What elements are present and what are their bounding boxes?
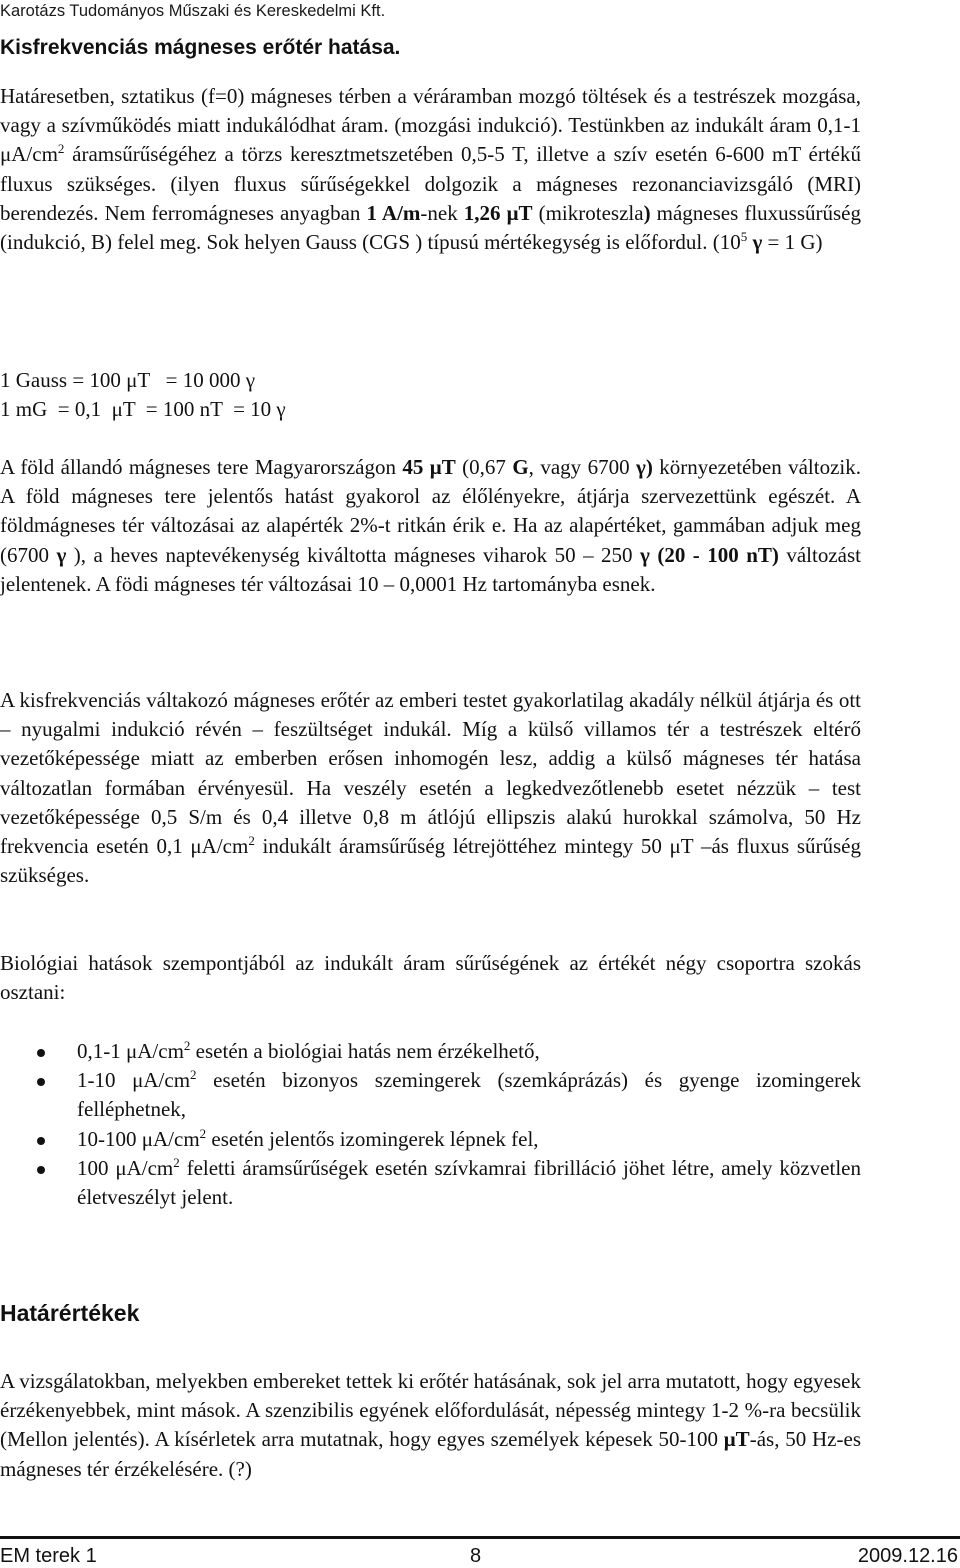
formula-gauss: 1 Gauss = 100 μT = 10 000 γ xyxy=(0,368,256,392)
company-header: Karotázs Tudományos Műszaki és Kereskedelmi Kft. xyxy=(0,2,386,20)
list-item: 10-100 $\mu A/cm^2$ esetén jelentős izomingerek lépnek fel, xyxy=(0,1125,861,1154)
paragraph-limits: A vizsgálatokban, melyekben embereket tettek ki erőtér hatásának, sok jel arra mutatott, hogy egyesek érzékenyebbek, mint mások. A szenzibilis egyének előfordulását, népesség mintegy 1-2 %-ra becsülik (Mellon jelentés). A kísérletek arra mutatnak, hogy egyes személyek képesek 50-100 μT-ás, 50 Hz-es mágneses tér érzékelésére. (?) xyxy=(0,1369,861,1481)
list-item: 100 $\mu A/cm^2$ feletti áramsűrűségek esetén szívkamrai fibrilláció jöhet létre, amely közvetlen életveszélyt jelent. xyxy=(0,1154,861,1212)
paragraph-earth-field: A föld állandó mágneses tere Magyarországon 45 μT (0,67 G, vagy 6700 γ) környezetében változik. A föld mágneses tere jelentős hatást gyakorol az élőlényekre, átjárja szervezettünk egészét. A földmágneses tér változásai az alapérték 2%-t ritkán érik e. Ha az alapértéket, gammában adjuk meg (6700 γ ), a heves naptevékenység kiváltotta mágneses viharok 50 – 250 γ (20 - 100 nT) változást jelentenek. A födi mágneses tér változásai 10 – 0,0001 Hz tartományba esnek. xyxy=(0,455,862,596)
paragraph-low-frequency: A kisfrekvenciás váltakozó mágneses erőtér az emberi testet gyakorlatilag akadály nélkül átjárja és ott – nyugalmi indukció révén – feszültséget indukál. Míg a külső villamos tér a testrészek eltérő vezetőképessége miatt az emberben erősen inhomogén lesz, addig a külső mágneses tér hatása változatlan formában érvényesül. Ha veszély esetén a legkedvezőtlenebb esetet nézzük – test vezetőképessége 0,5 S/m és 0,4 illetve 0,8 m átlójú ellipszis alakú hurokkal számolva, 50 Hz frekvencia esetén 0,1 $\mu A/cm^2$ indukált áramsűrűség létrejöttéhez mintegy 50 μT –ás fluxus sűrűség szükséges. xyxy=(0,688,861,888)
limits-heading: Határértékek xyxy=(0,1300,140,1326)
formula-milligauss: 1 mG = 0,1 μT = 100 nT = 10 γ xyxy=(0,397,286,421)
bullet-dot-icon xyxy=(37,1049,45,1057)
bullet-dot-icon xyxy=(37,1078,45,1086)
paragraph-biological-effects: Biológiai hatások szempontjából az indukált áram sűrűségének az értékét négy csoportra szokás osztani: xyxy=(0,951,861,1005)
list-item: 1-10 $\mu A/cm^2$ esetén bizonyos szemingerek (szemkáprázás) és gyenge izomingerek felléphetnek, xyxy=(0,1066,861,1124)
current-density-list xyxy=(0,1037,861,1212)
footer-doc-name: EM terek 1 xyxy=(0,1545,97,1567)
paragraph-static-field: Határesetben, sztatikus (f=0) mágneses térben a véráramban mozgó töltések és a testrészek mozgása, vagy a szívműködés miatt indukálódhat áram. (mozgási indukció). Testünkben az indukált áram 0,1-1 $\mu A/cm^2$ áramsűrűségéhez a törzs keresztmetszetében 0,5-5 T, illetve a szív esetén 6-600 mT értékű fluxus szükséges. (ilyen fluxus sűrűségekkel dolgozik a mágneses rezonanciavizsgáló (MRI) berendezés. Nem ferromágneses anyagban 1 A/m-nek 1,26 μT (mikroteszla) mágneses fluxussűrűség (indukció, B) felel meg. Sok helyen Gauss (CGS ) típusú mértékegység is előfordul. ($10^5$ γ = 1 G) xyxy=(0,84,861,255)
footer-date: 2009.12.16 xyxy=(857,1545,958,1567)
bullet-dot-icon xyxy=(37,1137,45,1145)
bullet-dot-icon xyxy=(37,1166,45,1174)
page-footer xyxy=(0,1536,960,1568)
list-item: 0,1-1 $\mu A/cm^2$ esetén a biológiai hatás nem érzékelhető, xyxy=(0,1037,861,1066)
section-title: Kisfrekvenciás mágneses erőtér hatása. xyxy=(0,36,401,59)
footer-page-number: 8 xyxy=(470,1545,482,1567)
